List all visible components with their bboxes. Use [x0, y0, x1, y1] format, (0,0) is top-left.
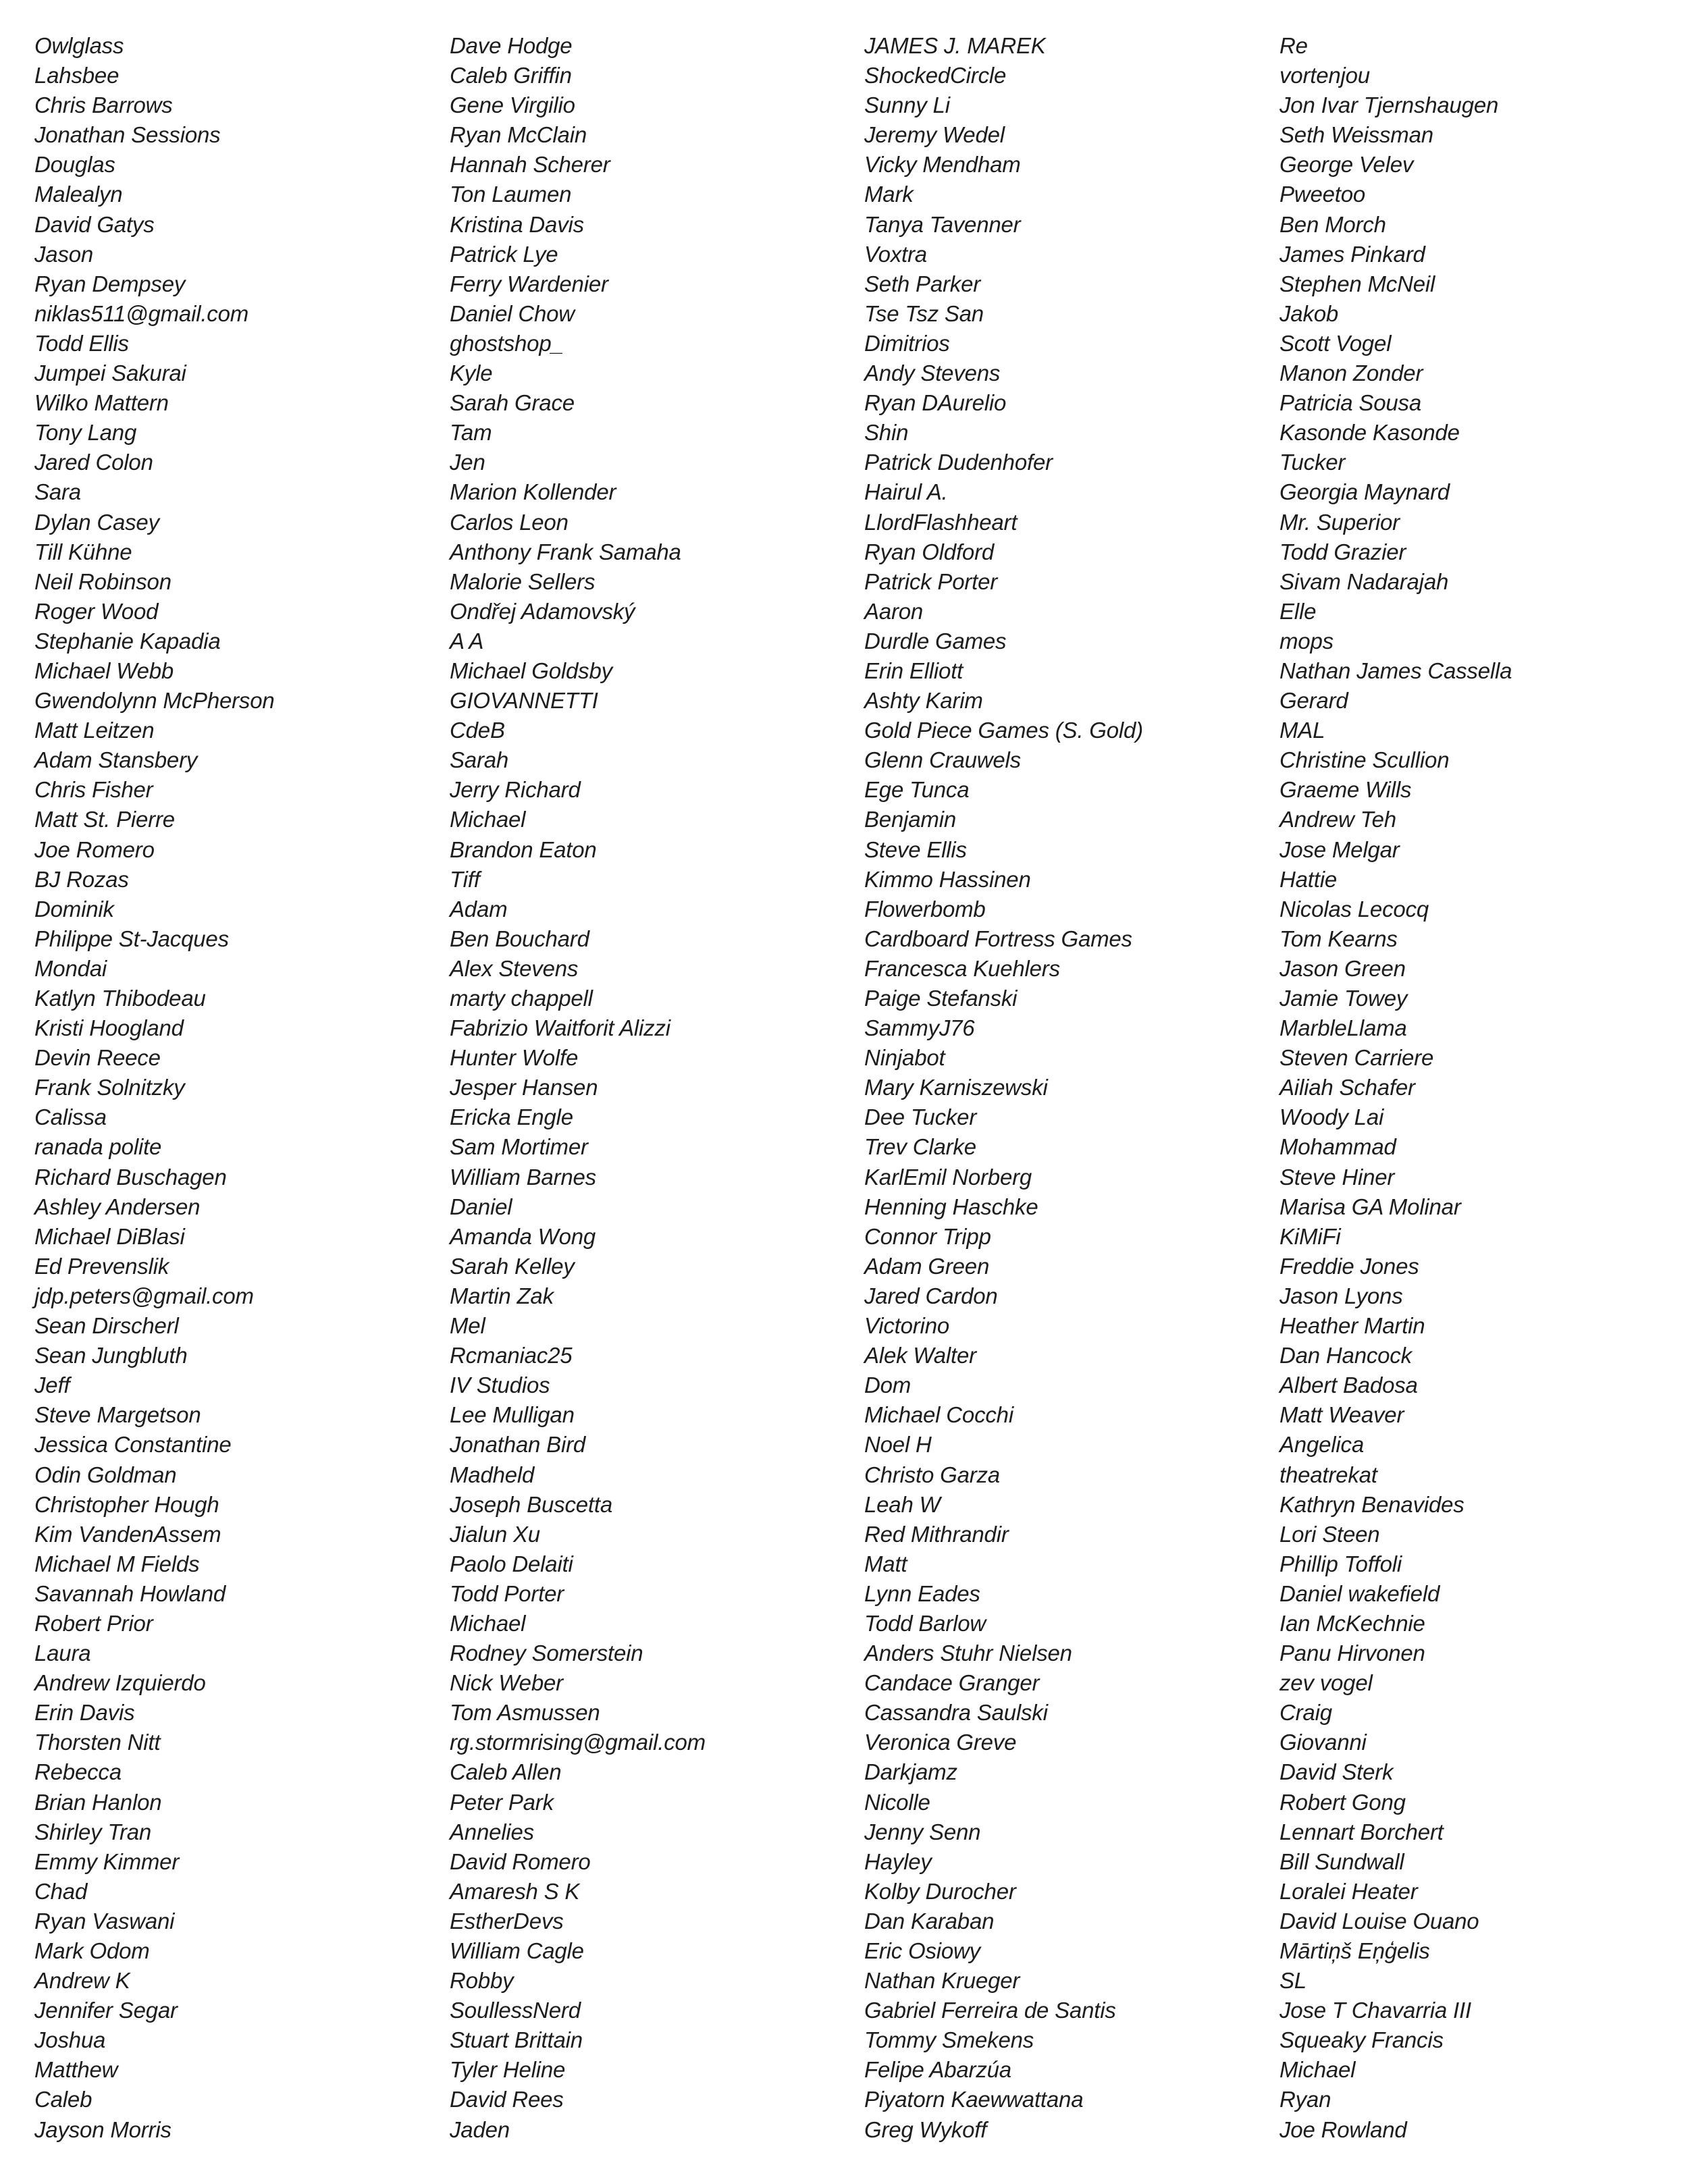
name-entry: Joe Romero: [34, 836, 155, 862]
name-entry: Fabrizio Waitforit Alizzi: [450, 1015, 670, 1041]
name-entry: Katlyn Thibodeau: [34, 986, 206, 1011]
name-entry: Georgia Maynard: [1280, 479, 1450, 505]
name-entry: Ondřej Adamovský: [450, 598, 635, 624]
name-entry: Jared Cardon: [864, 1283, 998, 1308]
name-entry: Andrew Teh: [1280, 807, 1396, 832]
name-entry: Mark Odom: [34, 1938, 150, 1963]
name-entry: Jose Melgar: [1280, 836, 1400, 862]
name-entry: Angelica: [1280, 1432, 1364, 1458]
name-entry: Anders Stuhr Nielsen: [864, 1641, 1072, 1666]
name-entry: Gabriel Ferreira de Santis: [864, 1998, 1116, 2023]
name-entry: Sunny Li: [864, 92, 950, 118]
name-entry: Robby: [450, 1968, 514, 1994]
name-entry: Craig: [1280, 1700, 1332, 1726]
name-entry: Roger Wood: [34, 598, 159, 624]
name-entry: Andy Stevens: [864, 361, 1001, 386]
name-entry: ranada polite: [34, 1134, 162, 1160]
name-entry: Dan Karaban: [864, 1908, 995, 1934]
name-entry: Todd Grazier: [1280, 539, 1406, 564]
name-entry: Benjamin: [864, 807, 956, 832]
name-entry: Greg Wykoff: [864, 2116, 987, 2142]
name-entry: Thorsten Nitt: [34, 1730, 161, 1755]
name-entry: Tom Kearns: [1280, 926, 1398, 951]
name-entry: Candace Granger: [864, 1670, 1040, 1696]
name-entry: Steve Hiner: [1280, 1164, 1395, 1190]
name-entry: MarbleLlama: [1280, 1015, 1407, 1041]
name-entry: Ailiah Schafer: [1280, 1075, 1415, 1100]
name-entry: Caleb Allen: [450, 1759, 562, 1785]
name-entry: Brandon Eaton: [450, 836, 597, 862]
name-entry: Christopher Hough: [34, 1491, 219, 1517]
name-entry: Ege Tunca: [864, 777, 970, 803]
name-entry: Caleb: [34, 2087, 93, 2112]
name-entry: Mark: [864, 182, 914, 207]
name-entry: Todd Ellis: [34, 330, 129, 356]
name-entry: Dom: [864, 1373, 912, 1398]
name-entry: Owlglass: [34, 33, 124, 58]
name-entry: Jialun Xu: [450, 1521, 540, 1547]
name-entry: Chad: [34, 1878, 88, 1904]
name-entry: Red Mithrandir: [864, 1521, 1009, 1547]
name-entry: Kristi Hoogland: [34, 1015, 184, 1041]
name-entry: Ericka Engle: [450, 1104, 573, 1130]
name-entry: Gwendolynn McPherson: [34, 688, 275, 714]
name-entry: Sivam Nadarajah: [1280, 568, 1449, 594]
name-entry: Ton Laumen: [450, 182, 572, 207]
name-entry: Malealyn: [34, 182, 123, 207]
name-entry: Andrew K: [34, 1968, 130, 1994]
name-entry: Christo Garza: [864, 1462, 1000, 1487]
name-entry: Michael DiBlasi: [34, 1223, 185, 1249]
name-entry: Gerard: [1280, 688, 1348, 714]
name-entry: Jeff: [34, 1373, 70, 1398]
name-entry: Sean Dirscherl: [34, 1313, 179, 1339]
name-entry: Mel: [450, 1313, 485, 1339]
name-entry: BJ Rozas: [34, 866, 129, 892]
name-entry: Leah W: [864, 1491, 941, 1517]
name-entry: A A: [450, 628, 484, 654]
name-column-3: [864, 31, 1269, 2145]
name-entry: Dimitrios: [864, 330, 950, 356]
name-entry: Jessica Constantine: [34, 1432, 232, 1458]
name-entry: Jon Ivar Tjernshaugen: [1280, 92, 1499, 118]
name-entry: Kim VandenAssem: [34, 1521, 221, 1547]
name-entry: Annelies: [450, 1819, 534, 1844]
name-entry: Odin Goldman: [34, 1462, 177, 1487]
name-entry: Michael Goldsby: [450, 658, 612, 683]
name-entry: Nathan Krueger: [864, 1968, 1020, 1994]
name-entry: Daniel wakefield: [1280, 1580, 1440, 1606]
name-entry: Stuart Brittain: [450, 2027, 583, 2053]
name-entry: Noel H: [864, 1432, 932, 1458]
name-entry: Tse Tsz San: [864, 300, 984, 326]
name-entry: Shirley Tran: [34, 1819, 152, 1844]
name-entry: Seth Weissman: [1280, 122, 1433, 148]
name-entry: Marion Kollender: [450, 479, 616, 505]
name-entry: Matthew: [34, 2057, 118, 2083]
name-entry: Patrick Lye: [450, 241, 558, 267]
name-entry: Sarah Grace: [450, 390, 575, 416]
name-entry: Panu Hirvonen: [1280, 1641, 1425, 1666]
name-entry: Michael: [450, 1610, 526, 1636]
name-entry: Manon Zonder: [1280, 361, 1423, 386]
name-entry: LlordFlashheart: [864, 509, 1018, 535]
name-entry: Tyler Heline: [450, 2057, 566, 2083]
name-entry: Stephanie Kapadia: [34, 628, 221, 654]
name-entry: Michael Webb: [34, 658, 174, 683]
name-column-2: [450, 31, 855, 2145]
name-entry: Sean Jungbluth: [34, 1343, 188, 1368]
name-entry: Matt Weaver: [1280, 1402, 1404, 1428]
name-entry: Trev Clarke: [864, 1134, 976, 1160]
name-entry: theatrekat: [1280, 1462, 1377, 1487]
name-entry: Aaron: [864, 598, 924, 624]
name-entry: Andrew Izquierdo: [34, 1670, 206, 1696]
name-entry: Mārtiņš Eņģelis: [1280, 1938, 1430, 1963]
name-entry: Mr. Superior: [1280, 509, 1400, 535]
name-entry: Paolo Delaiti: [450, 1551, 573, 1576]
name-entry: Ryan: [1280, 2087, 1331, 2112]
name-entry: Vicky Mendham: [864, 152, 1021, 178]
name-entry: GIOVANNETTI: [450, 688, 598, 714]
name-entry: Hattie: [1280, 866, 1338, 892]
name-entry: Ben Morch: [1280, 211, 1386, 237]
name-entry: ghostshop_: [450, 330, 564, 356]
name-entry: Chris Fisher: [34, 777, 153, 803]
name-entry: JAMES J. MAREK: [864, 33, 1046, 58]
name-entry: Jakob: [1280, 300, 1339, 326]
name-entry: Eric Osiowy: [864, 1938, 980, 1963]
name-entry: David Romero: [450, 1848, 591, 1874]
name-entry: Connor Tripp: [864, 1223, 991, 1249]
name-entry: Re: [1280, 33, 1308, 58]
name-entry: Malorie Sellers: [450, 568, 596, 594]
name-entry: William Barnes: [450, 1164, 596, 1190]
name-entry: Tucker: [1280, 450, 1346, 475]
name-entry: Chris Barrows: [34, 92, 173, 118]
name-entry: Voxtra: [864, 241, 927, 267]
name-entry: Matt: [864, 1551, 907, 1576]
name-entry: Shin: [864, 420, 909, 446]
name-entry: Jose T Chavarria III: [1280, 1998, 1471, 2023]
name-entry: Paige Stefanski: [864, 986, 1018, 1011]
name-entry: Henning Haschke: [864, 1194, 1038, 1219]
name-entry: Adam Stansbery: [34, 747, 198, 773]
name-entry: Todd Barlow: [864, 1610, 986, 1636]
name-entry: Ryan Oldford: [864, 539, 995, 564]
name-entry: Anthony Frank Samaha: [450, 539, 681, 564]
name-entry: Veronica Greve: [864, 1730, 1017, 1755]
name-entry: Peter Park: [450, 1789, 554, 1815]
name-entry: Scott Vogel: [1280, 330, 1392, 356]
name-entry: Loralei Heater: [1280, 1878, 1418, 1904]
name-entry: Michael: [1280, 2057, 1356, 2083]
name-entry: Freddie Jones: [1280, 1253, 1419, 1279]
name-entry: Alek Walter: [864, 1343, 976, 1368]
name-entry: Kyle: [450, 361, 493, 386]
name-entry: Ferry Wardenier: [450, 271, 608, 296]
name-entry: Daniel Chow: [450, 300, 575, 326]
name-entry: Woody Lai: [1280, 1104, 1384, 1130]
name-entry: Nick Weber: [450, 1670, 563, 1696]
name-entry: Todd Porter: [450, 1580, 564, 1606]
name-entry: CdeB: [450, 718, 505, 743]
name-entry: Hairul A.: [864, 479, 948, 505]
name-entry: Patricia Sousa: [1280, 390, 1421, 416]
name-entry: Amaresh S K: [450, 1878, 580, 1904]
name-entry: Jayson Morris: [34, 2116, 172, 2142]
name-entry: Lynn Eades: [864, 1580, 980, 1606]
name-entry: Amanda Wong: [450, 1223, 596, 1249]
name-entry: Hayley: [864, 1848, 932, 1874]
name-entry: Michael Cocchi: [864, 1402, 1013, 1428]
name-entry: marty chappell: [450, 986, 593, 1011]
name-entry: Dan Hancock: [1280, 1343, 1412, 1368]
name-entry: Adam: [450, 896, 508, 922]
name-entry: Kimmo Hassinen: [864, 866, 1031, 892]
name-entry: MAL: [1280, 718, 1325, 743]
name-entry: Dave Hodge: [450, 33, 573, 58]
name-entry: Philippe St-Jacques: [34, 926, 229, 951]
name-entry: Jen: [450, 450, 485, 475]
name-column-1: [34, 31, 440, 2145]
name-entry: niklas511@gmail.com: [34, 300, 249, 326]
name-entry: Devin Reece: [34, 1045, 161, 1071]
name-entry: Jeremy Wedel: [864, 122, 1005, 148]
name-entry: Mondai: [34, 955, 107, 981]
name-entry: Ian McKechnie: [1280, 1610, 1425, 1636]
name-entry: Sarah: [450, 747, 509, 773]
name-entry: Matt St. Pierre: [34, 807, 175, 832]
name-entry: jdp.peters@gmail.com: [34, 1283, 254, 1308]
name-entry: Hunter Wolfe: [450, 1045, 579, 1071]
name-entry: Ryan McClain: [450, 122, 587, 148]
name-entry: Ryan Dempsey: [34, 271, 186, 296]
name-entry: Steven Carriere: [1280, 1045, 1434, 1071]
name-entry: Tam: [450, 420, 492, 446]
name-entry: Jason Green: [1280, 955, 1406, 981]
name-entry: Jesper Hansen: [450, 1075, 598, 1100]
name-entry: Ryan DAurelio: [864, 390, 1007, 416]
name-entry: Felipe Abarzúa: [864, 2057, 1011, 2083]
name-entry: Nicolle: [864, 1789, 930, 1815]
name-entry: Jaden: [450, 2116, 510, 2142]
name-entry: Darkjamz: [864, 1759, 957, 1785]
name-entry: Jason: [34, 241, 94, 267]
name-entry: Graeme Wills: [1280, 777, 1412, 803]
name-entry: Tony Lang: [34, 420, 137, 446]
name-entry: Squeaky Francis: [1280, 2027, 1444, 2053]
name-entry: Jonathan Sessions: [34, 122, 221, 148]
name-entry: Dominik: [34, 896, 114, 922]
name-entry: Rcmaniac25: [450, 1343, 573, 1368]
name-entry: Dylan Casey: [34, 509, 159, 535]
name-entry: Giovanni: [1280, 1730, 1367, 1755]
name-entry: rg.stormrising@gmail.com: [450, 1730, 706, 1755]
name-entry: SammyJ76: [864, 1015, 975, 1041]
name-entry: Ninjabot: [864, 1045, 945, 1071]
name-entry: Sara: [34, 479, 81, 505]
name-entry: Lennart Borchert: [1280, 1819, 1444, 1844]
name-entry: Brian Hanlon: [34, 1789, 162, 1815]
name-entry: Flowerbomb: [864, 896, 986, 922]
name-entry: Madheld: [450, 1462, 535, 1487]
name-entry: George Velev: [1280, 152, 1414, 178]
name-entry: Victorino: [864, 1313, 949, 1339]
name-entry: Jumpei Sakurai: [34, 361, 186, 386]
name-entry: Elle: [1280, 598, 1317, 624]
name-entry: David Rees: [450, 2087, 564, 2112]
name-entry: David Gatys: [34, 211, 155, 237]
name-entry: Kasonde Kasonde: [1280, 420, 1460, 446]
name-entry: Matt Leitzen: [34, 718, 155, 743]
name-entry: Rebecca: [34, 1759, 122, 1785]
name-entry: zev vogel: [1280, 1670, 1373, 1696]
name-entry: Sarah Kelley: [450, 1253, 575, 1279]
name-entry: Heather Martin: [1280, 1313, 1425, 1339]
name-entry: Tommy Smekens: [864, 2027, 1034, 2053]
name-entry: Ben Bouchard: [450, 926, 589, 951]
name-entry: Erin Elliott: [864, 658, 964, 683]
name-entry: Gold Piece Games (S. Gold): [864, 718, 1143, 743]
name-entry: Savannah Howland: [34, 1580, 226, 1606]
name-entry: Calissa: [34, 1104, 107, 1130]
name-entry: Jared Colon: [34, 450, 153, 475]
name-entry: Lori Steen: [1280, 1521, 1380, 1547]
name-entry: Hannah Scherer: [450, 152, 610, 178]
name-entry: Steve Ellis: [864, 836, 967, 862]
name-entry: Caleb Griffin: [450, 63, 572, 88]
name-entry: William Cagle: [450, 1938, 584, 1963]
name-entry: Glenn Crauwels: [864, 747, 1021, 773]
name-entry: Durdle Games: [864, 628, 1007, 654]
name-entry: Erin Davis: [34, 1700, 135, 1726]
name-entry: Jamie Towey: [1280, 986, 1408, 1011]
name-entry: Patrick Porter: [864, 568, 998, 594]
name-entry: Kolby Durocher: [864, 1878, 1016, 1904]
name-entry: Stephen McNeil: [1280, 271, 1435, 296]
name-entry: Albert Badosa: [1280, 1373, 1418, 1398]
name-column-4: [1280, 31, 1685, 2145]
name-entry: Rodney Somerstein: [450, 1641, 643, 1666]
name-entry: Jonathan Bird: [450, 1432, 586, 1458]
name-entry: Emmy Kimmer: [34, 1848, 180, 1874]
name-entry: Bill Sundwall: [1280, 1848, 1404, 1874]
name-entry: Tom Asmussen: [450, 1700, 600, 1726]
name-entry: Lee Mulligan: [450, 1402, 575, 1428]
name-entry: Cardboard Fortress Games: [864, 926, 1132, 951]
name-entry: Martin Zak: [450, 1283, 554, 1308]
name-entry: Sam Mortimer: [450, 1134, 588, 1160]
name-entry: EstherDevs: [450, 1908, 564, 1934]
name-entry: Neil Robinson: [34, 568, 172, 594]
name-entry: Pweetoo: [1280, 182, 1366, 207]
name-entry: mops: [1280, 628, 1334, 654]
name-entry: Nathan James Cassella: [1280, 658, 1512, 683]
name-entry: KarlEmil Norberg: [864, 1164, 1032, 1190]
name-entry: SL: [1280, 1968, 1307, 1994]
name-entry: Jenny Senn: [864, 1819, 981, 1844]
name-entry: Cassandra Saulski: [864, 1700, 1048, 1726]
name-entry: Frank Solnitzky: [34, 1075, 185, 1100]
name-entry: Daniel: [450, 1194, 512, 1219]
name-entry: Joe Rowland: [1280, 2116, 1407, 2142]
name-entry: David Louise Ouano: [1280, 1908, 1479, 1934]
name-entry: Kristina Davis: [450, 211, 584, 237]
name-entry: David Sterk: [1280, 1759, 1394, 1785]
name-entry: Piyatorn Kaewwattana: [864, 2087, 1084, 2112]
name-entry: Kathryn Benavides: [1280, 1491, 1465, 1517]
name-entry: vortenjou: [1280, 63, 1370, 88]
name-entry: Lahsbee: [34, 63, 120, 88]
name-entry: Dee Tucker: [864, 1104, 977, 1130]
name-entry: Mohammad: [1280, 1134, 1396, 1160]
name-entry: Laura: [34, 1641, 91, 1666]
name-entry: Adam Green: [864, 1253, 990, 1279]
name-entry: Till Kühne: [34, 539, 132, 564]
name-entry: KiMiFi: [1280, 1223, 1341, 1249]
name-entry: Patrick Dudenhofer: [864, 450, 1053, 475]
name-entry: Robert Gong: [1280, 1789, 1406, 1815]
name-entry: Ed Prevenslik: [34, 1253, 169, 1279]
name-entry: Douglas: [34, 152, 115, 178]
name-entry: Michael: [450, 807, 526, 832]
name-entry: James Pinkard: [1280, 241, 1425, 267]
name-entry: Gene Virgilio: [450, 92, 575, 118]
name-entry: Michael M Fields: [34, 1551, 200, 1576]
name-entry: Christine Scullion: [1280, 747, 1450, 773]
name-entry: Mary Karniszewski: [864, 1075, 1048, 1100]
name-entry: Jerry Richard: [450, 777, 581, 803]
name-entry: Carlos Leon: [450, 509, 569, 535]
name-entry: Marisa GA Molinar: [1280, 1194, 1461, 1219]
name-entry: Wilko Mattern: [34, 390, 169, 416]
name-entry: Richard Buschagen: [34, 1164, 227, 1190]
name-entry: IV Studios: [450, 1373, 550, 1398]
name-entry: Jason Lyons: [1280, 1283, 1403, 1308]
name-entry: Francesca Kuehlers: [864, 955, 1060, 981]
name-entry: Tanya Tavenner: [864, 211, 1021, 237]
name-entry: Phillip Toffoli: [1280, 1551, 1402, 1576]
name-entry: SoullessNerd: [450, 1998, 581, 2023]
name-entry: ShockedCircle: [864, 63, 1007, 88]
name-entry: Joshua: [34, 2027, 106, 2053]
name-entry: Nicolas Lecocq: [1280, 896, 1429, 922]
name-entry: Seth Parker: [864, 271, 981, 296]
name-entry: Jennifer Segar: [34, 1998, 178, 2023]
name-entry: Robert Prior: [34, 1610, 153, 1636]
name-entry: Ashty Karim: [864, 688, 983, 714]
name-entry: Ryan Vaswani: [34, 1908, 175, 1934]
name-entry: Tiff: [450, 866, 480, 892]
name-entry: Steve Margetson: [34, 1402, 201, 1428]
name-entry: Alex Stevens: [450, 955, 579, 981]
name-entry: Joseph Buscetta: [450, 1491, 612, 1517]
name-entry: Ashley Andersen: [34, 1194, 201, 1219]
